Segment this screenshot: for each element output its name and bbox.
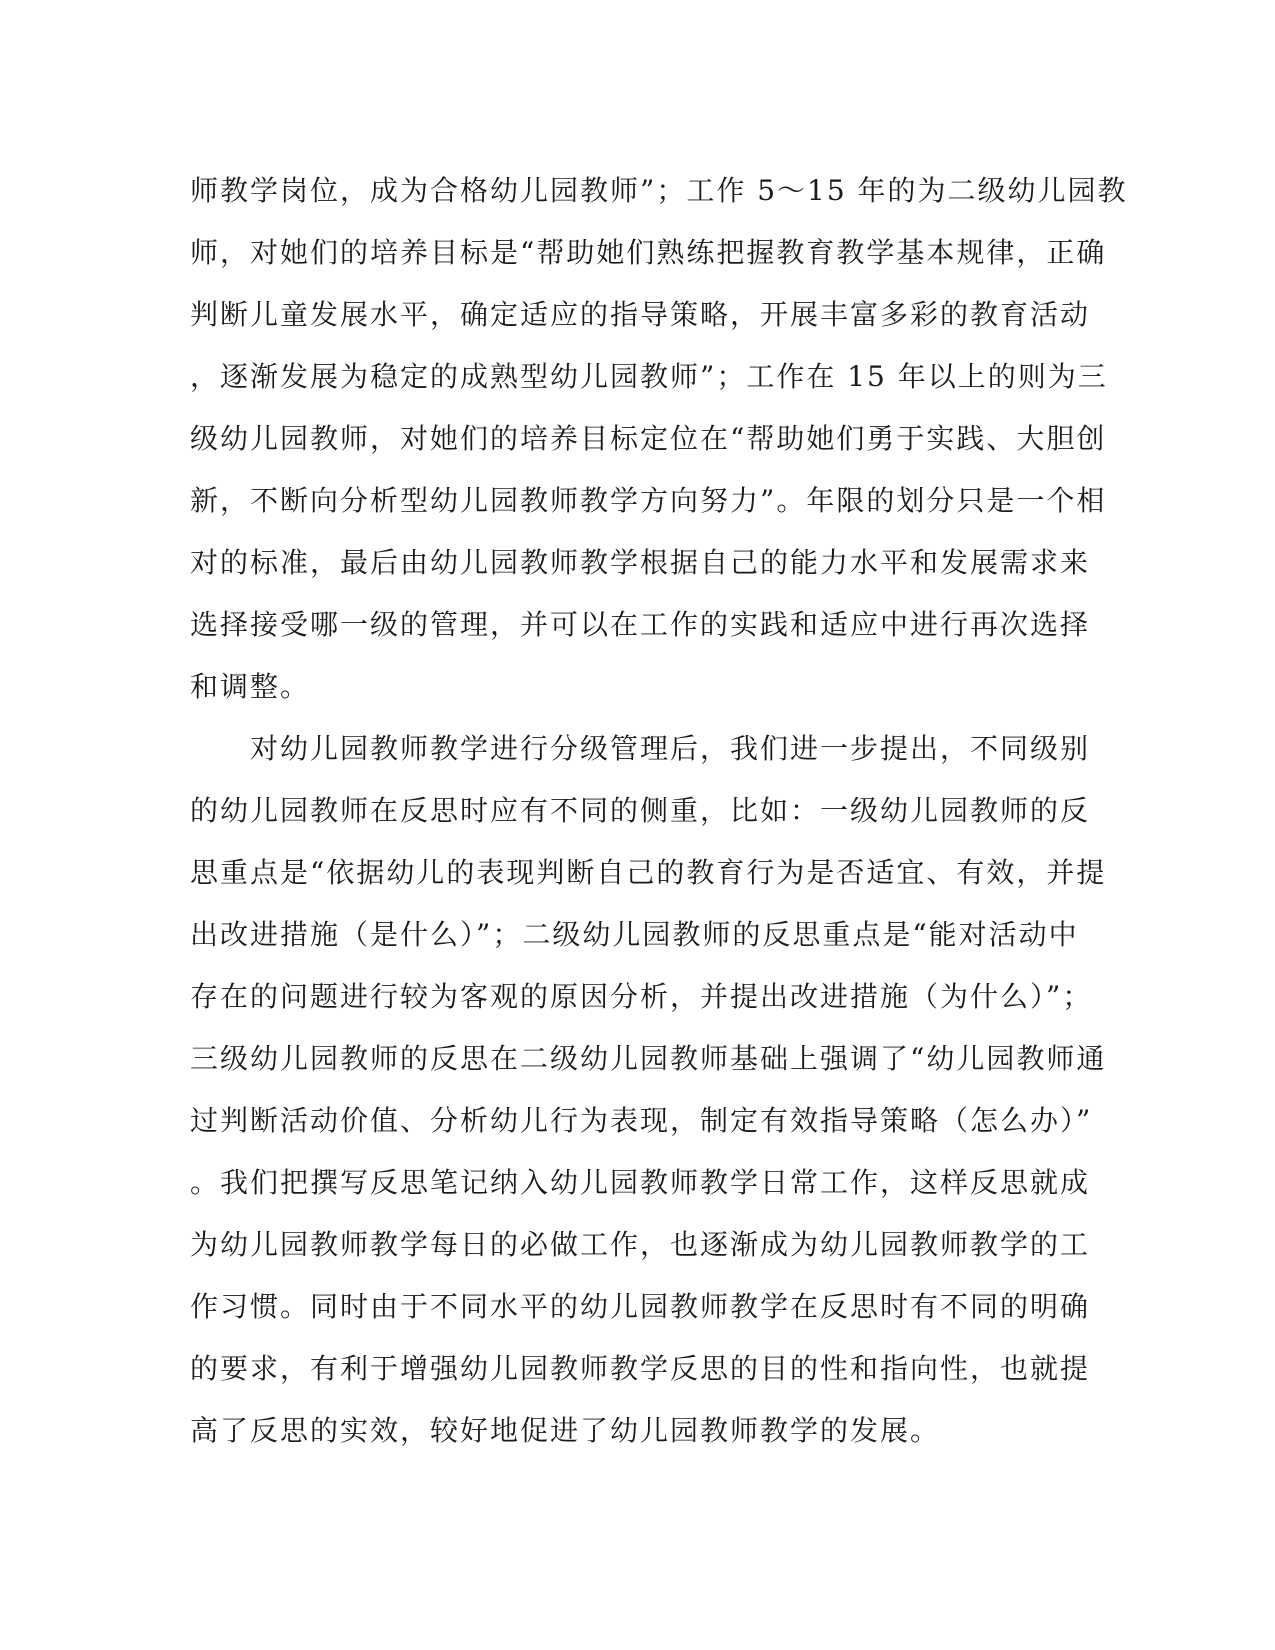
text-line: 师，对她们的培养目标是“帮助她们熟练把握教育教学基本规律，正确: [190, 236, 1107, 269]
text-line: 和调整。: [190, 670, 311, 703]
text-line: 新，不断向分析型幼儿园教师教学方向努力”。年限的划分只是一个相: [190, 484, 1107, 517]
text-line: 出改进措施（是什么）”；二级幼儿园教师的反思重点是“能对活动中: [190, 918, 1079, 951]
text-line: 。我们把撰写反思笔记纳入幼儿园教师教学日常工作，这样反思就成: [190, 1166, 1091, 1199]
text-line: 作习惯。同时由于不同水平的幼儿园教师教学在反思时有不同的明确: [190, 1290, 1091, 1323]
text-line: 判断儿童发展水平，确定适应的指导策略，开展丰富多彩的教育活动: [190, 298, 1091, 331]
text-line: 过判断活动价值、分析幼儿行为表现，制定有效指导策略（怎么办）”: [190, 1104, 1093, 1137]
text-line: 为幼儿园教师教学每日的必做工作，也逐渐成为幼儿园教师教学的工: [190, 1228, 1091, 1261]
text-line: 三级幼儿园教师的反思在二级幼儿园教师基础上强调了“幼儿园教师通: [190, 1042, 1107, 1075]
text-line: 选择接受哪一级的管理，并可以在工作的实践和适应中进行再次选择: [190, 608, 1091, 641]
text-line: 的要求，有利于增强幼儿园教师教学反思的目的性和指向性，也就提: [190, 1352, 1091, 1385]
text-line: 思重点是“依据幼儿的表现判断自己的教育行为是否适宜、有效，并提: [190, 856, 1107, 889]
text-line: 级幼儿园教师，对她们的培养目标定位在“帮助她们勇于实践、大胆创: [190, 422, 1107, 455]
text-line: 存在的问题进行较为客观的原因分析，并提出改进措施（为什么）”；: [190, 980, 1093, 1013]
text-line: 师教学岗位，成为合格幼儿园教师”；工作 5～15 年的为二级幼儿园教: [190, 174, 1128, 207]
text-line: 对的标准，最后由幼儿园教师教学根据自己的能力水平和发展需求来: [190, 546, 1091, 579]
body-text: [190, 160, 1128, 1462]
text-line: 高了反思的实效，较好地促进了幼儿园教师教学的发展。: [190, 1414, 941, 1447]
text-line: 对幼儿园教师教学进行分级管理后，我们进一步提出，不同级别: [190, 732, 1091, 765]
text-line: ，逐渐发展为稳定的成熟型幼儿园教师”；工作在 15 年以上的则为三: [190, 360, 1108, 393]
text-line: 的幼儿园教师在反思时应有不同的侧重，比如：一级幼儿园教师的反: [190, 794, 1091, 827]
